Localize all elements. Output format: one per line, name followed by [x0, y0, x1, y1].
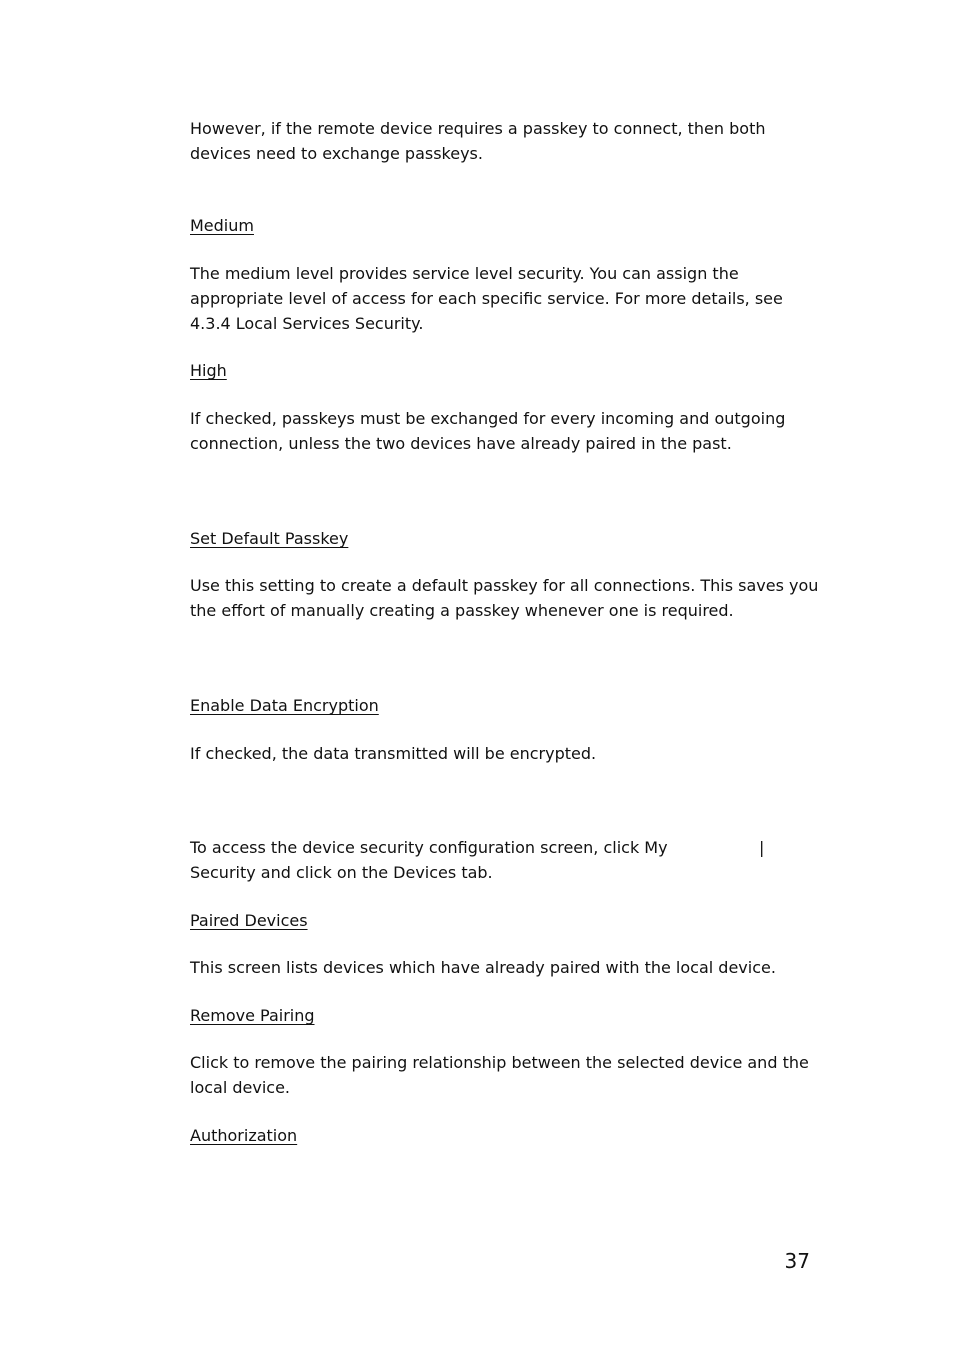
medium-heading: Medium: [190, 216, 254, 235]
medium-paragraph: The medium level provides service level security. You can assign the appropriate level of access for each specific service. For more details, see 4.3.4 Local Services Security.: [190, 264, 783, 333]
remove-pairing-paragraph: Click to remove the pairing relationship between the selected device and the local device.: [190, 1053, 809, 1097]
authorization-heading: Authorization: [190, 1126, 298, 1145]
page-number: 37: [784, 1249, 810, 1273]
high-paragraph: If checked, passkeys must be exchanged for every incoming and outgoing connection, unless the two devices have already paired in the past.: [190, 409, 786, 453]
encryption-paragraph: If checked, the data transmitted will be encrypted.: [190, 744, 597, 763]
high-heading: High: [190, 361, 227, 380]
access-paragraph-line2: Security and click on the Devices tab.: [190, 863, 493, 882]
default-passkey-heading: Set Default Passkey: [190, 529, 349, 548]
intro-paragraph: However, if the remote device requires a passkey to connect, then both devices need to exchange passkeys.: [190, 119, 766, 163]
access-paragraph-line1: To access the device security configuration screen, click My: [190, 838, 668, 857]
menu-separator: |: [759, 838, 765, 857]
paired-devices-paragraph: This screen lists devices which have already paired with the local device.: [190, 958, 776, 977]
paired-devices-heading: Paired Devices: [190, 911, 308, 930]
remove-pairing-heading: Remove Pairing: [190, 1006, 315, 1025]
encryption-heading: Enable Data Encryption: [190, 696, 379, 715]
default-passkey-paragraph: Use this setting to create a default passkey for all connections. This saves you the effort of manually creating a passkey whenever one is required.: [190, 576, 819, 620]
